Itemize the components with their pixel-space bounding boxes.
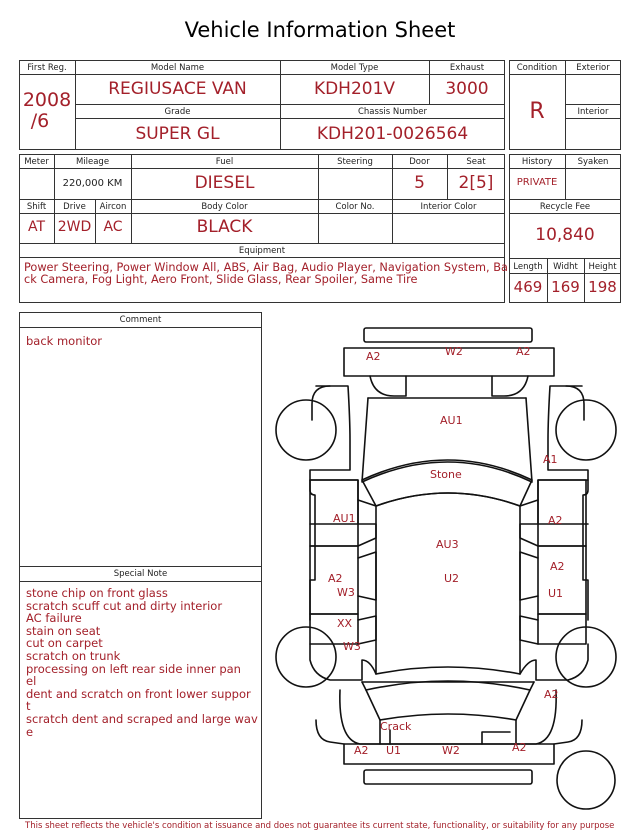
damage-mark-right-front-door: A2	[548, 514, 563, 527]
comment-text: back monitor	[26, 334, 102, 348]
recycle-fee-label: Recycle Fee	[539, 202, 591, 212]
damage-mark-windshield: Stone	[430, 468, 462, 481]
fuel-value: DIESEL	[194, 173, 255, 193]
equipment-label: Equipment	[238, 246, 286, 256]
history-label: History	[521, 157, 553, 167]
recycle-fee-value: 10,840	[535, 225, 595, 245]
car-damage-diagram	[270, 320, 630, 818]
comment-label: Comment	[119, 315, 162, 325]
damage-mark-right-rear-b: U1	[548, 587, 564, 600]
height-label: Height	[588, 262, 617, 272]
exhaust-label: Exhaust	[449, 63, 485, 73]
length-label: Length	[513, 262, 543, 272]
exhaust-value: 3000	[445, 79, 489, 99]
damage-mark-rear-left: A2	[354, 744, 369, 757]
drive-value: 2WD	[57, 219, 92, 235]
body-color-value: BLACK	[196, 217, 253, 237]
damage-mark-roof-rear: U2	[444, 572, 460, 585]
door-value: 5	[414, 173, 425, 193]
grade-value: SUPER GL	[135, 124, 220, 144]
meter-label: Meter	[24, 157, 49, 167]
special-note-line: scratch dent and scraped and large wav	[26, 711, 258, 726]
interior-color-label: Interior Color	[420, 202, 477, 212]
fuel-label: Fuel	[215, 157, 234, 167]
special-note-line: t	[26, 699, 31, 714]
damage-mark-left-rear-a: A2	[328, 572, 343, 585]
history-value: PRIVATE	[516, 177, 558, 188]
condition-value: R	[529, 99, 545, 124]
damage-mark-front-right: A2	[516, 345, 531, 358]
damage-mark-right-rear-a: A2	[550, 560, 565, 573]
special-note-line: scratch on trunk	[26, 648, 121, 663]
damage-mark-rear-left2: U1	[386, 744, 402, 757]
mileage-label: Mileage	[75, 157, 110, 167]
special-note-line: AC failure	[26, 611, 82, 626]
damage-mark-right-fender: A1	[543, 453, 558, 466]
damage-mark-left-step: XX	[337, 617, 353, 630]
width-label: Widht	[553, 262, 578, 272]
special-note-line: cut on carpet	[26, 636, 103, 651]
chassis-number-label: Chassis Number	[357, 107, 428, 117]
damage-mark-rear-right: A2	[512, 741, 527, 754]
damage-mark-roof: AU3	[436, 538, 459, 551]
shift-label: Shift	[26, 202, 47, 212]
first-reg-year: 2008	[22, 89, 72, 111]
special-note-line: el	[26, 674, 37, 689]
model-name-label: Model Name	[150, 63, 205, 73]
grade-label: Grade	[164, 107, 191, 117]
model-name-value: REGIUSACE VAN	[108, 79, 247, 99]
length-value: 469	[513, 278, 543, 296]
model-type-label: Model Type	[330, 63, 379, 73]
special-note-line: stone chip on front glass	[26, 586, 168, 600]
shift-value: AT	[27, 219, 46, 235]
equipment-line-2: ck Camera, Fog Light, Aero Front, Slide Glass, Rear Spoiler, Same Tire	[24, 273, 418, 286]
special-note-line: scratch scuff cut and dirty interior	[26, 598, 223, 613]
special-note-line: processing on left rear side inner pan	[26, 661, 241, 676]
seat-value: 2[5]	[458, 173, 494, 193]
disclaimer-footer: This sheet reflects the vehicle's condition at issuance and does not guarantee its current state, functionality, or suitability for any purpose	[25, 821, 615, 831]
special-note-label: Special Note	[113, 569, 168, 579]
damage-mark-right-quarter: A2	[544, 688, 559, 701]
damage-mark-left-rear-b: W3	[337, 586, 355, 599]
drive-label: Drive	[63, 202, 86, 212]
damage-mark-left-front-door: AU1	[333, 512, 356, 525]
first-reg-label: First Reg.	[27, 63, 67, 73]
door-label: Door	[409, 157, 430, 167]
damage-mark-front-center: W2	[445, 345, 463, 358]
damage-mark-rear-glass: Crack	[380, 720, 412, 733]
steering-label: Steering	[337, 157, 373, 167]
page-title: Vehicle Information Sheet	[184, 18, 456, 42]
mileage-value: 220,000 KM	[62, 178, 123, 189]
first-reg-month: /6	[30, 110, 50, 132]
model-type-value: KDH201V	[313, 79, 396, 99]
body-color-label: Body Color	[201, 202, 248, 212]
width-value: 169	[551, 278, 580, 296]
syaken-label: Syaken	[577, 157, 609, 167]
damage-mark-hood-top: AU1	[440, 414, 463, 427]
special-note-line: dent and scratch on front lower suppor	[26, 686, 251, 701]
damage-mark-front-left: A2	[366, 350, 381, 363]
damage-mark-rear-center: W2	[442, 744, 460, 757]
exterior-label: Exterior	[576, 63, 610, 73]
interior-label: Interior	[577, 107, 609, 117]
aircon-value: AC	[103, 219, 123, 235]
condition-label: Condition	[516, 63, 558, 73]
equipment-line-1: Power Steering, Power Window All, ABS, Air Bag, Audio Player, Navigation System, Ba	[24, 261, 508, 274]
seat-label: Seat	[466, 157, 486, 167]
aircon-label: Aircon	[99, 202, 127, 212]
chassis-number-value: KDH201-0026564	[316, 124, 469, 144]
damage-mark-left-quarter: W3	[343, 640, 361, 653]
height-value: 198	[588, 278, 617, 296]
color-no-label: Color No.	[335, 202, 375, 212]
special-note-line: stain on seat	[26, 623, 101, 638]
special-notes-list	[26, 587, 258, 738]
special-note-line: e	[26, 724, 34, 739]
